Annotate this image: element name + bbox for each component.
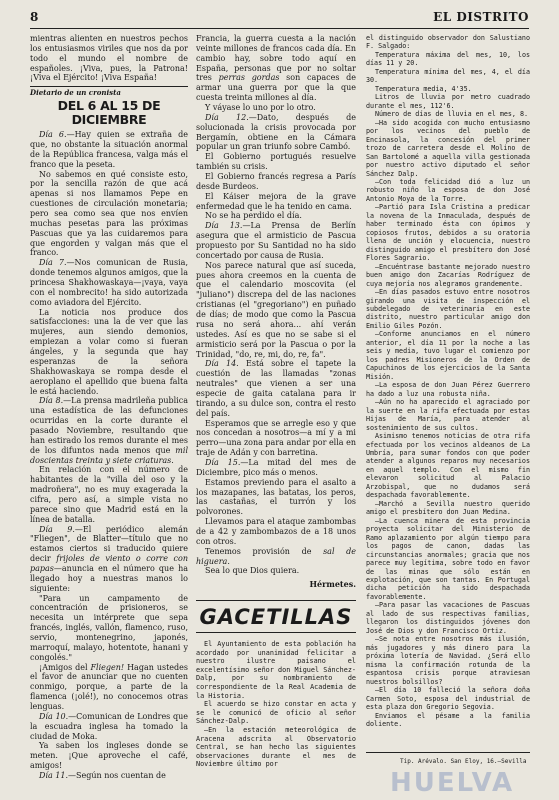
printer-imprint: Tip. Arévalo. San Eloy, 16.—Sevilla <box>400 758 527 765</box>
section-heading: DEL 6 AL 15 DE DICIEMBRE <box>57 98 161 128</box>
paragraph: Día 14. Está sobre el tapete la cuestión de las llamadas "zonas neutrales" que vienen a ser una especie de gaita catalana para ir tirando, a su dulce son, contra el resto del país. <box>196 359 356 418</box>
column-2 <box>196 34 356 590</box>
paragraph: —En la estación meteorológica de Aracena adscrita al Observatorio Central, se han hecho las siguientes observaciones durante el mes de Noviembre último por <box>196 725 356 769</box>
paragraph: Esperamos que se arregle eso y que nos concedan a nosotros—a mí y a mi perro—una zona para andar por ella en traje de Adán y con barretina. <box>196 418 356 458</box>
paragraph: Sea lo que Dios quiera. <box>205 566 300 576</box>
paragraph: —Encuéntrase bastante mejorado nuestro buen amigo don Zacarías Rodríguez de cuya mejoría nos alegramos grandemente. <box>366 262 530 288</box>
paragraph: —Aún no ha aparecido el agraciado por la suerte en la rifa efectuada por estas Hijas de María, para atender al sostenimiento de sus cultos. <box>366 398 530 432</box>
paragraph: Día 6.—Hay quien se extraña de que, no obstante la situación anormal de la República francesa, valga más el franco que la peseta. <box>30 130 189 169</box>
paragraph: Día 13.—La Prensa de Berlín asegura que el armisticio de Pascua propuesto por Su Santidad no ha sido concertado por causa de Rusia. <box>196 221 356 260</box>
library-watermark: HUELVA <box>390 768 515 798</box>
paragraph: ¡Amigos del Fliegen! Hagan ustedes el favor de anunciar que no cuenten conmigo, porque, a parte de la flamenca (¡olé!), no conocemos otras lenguas. <box>30 662 188 711</box>
paragraph: En relación con el número de habitantes de la "villa del oso y la madroñera", no es muy exagerada la cifra, pero así, a simple vista no parece sino que Madrid está en la línea de batalla. <box>30 465 188 524</box>
day-label: Día 9. <box>39 524 75 534</box>
paragraph: —Marchó a Sevilla nuestro querido amigo el presbítero don Juan Medina. <box>366 499 530 517</box>
paragraph: —El día 10 falleció la señora doña Carmen Soto, esposa del industrial de esta plaza don Gregorio Segovia. <box>366 686 530 712</box>
paragraph: El Gobierno portugués resuelve también su crisis. <box>196 152 356 172</box>
paragraph: No se ha perdido el día. <box>205 211 302 221</box>
day-label: Día 6. <box>39 130 67 140</box>
paragraph: Ya saben los ingleses donde se meten. ¡Que aproveche el café, amigos! <box>30 741 188 771</box>
day-label: Día 11. <box>39 771 69 781</box>
paragraph: Tenemos provisión de sal de higuera. <box>196 546 356 566</box>
paragraph: —En días pasados estuvo entre nosotros girando una visita de inspección el subdelegado de veterinaria en este distrito, nuestro particular amigo don Emilio Giles Pozón. <box>366 288 530 330</box>
paragraph: Día 9.—El periódico alemán "Fliegen", de Blatter—título que no estamos ciertos si traducido quiere decir frijoles de viento o corre con papas—anuncia en el número que ha llegado hoy a nuestras manos lo siguiente: <box>30 524 188 593</box>
gacetillas-body <box>196 640 356 769</box>
paragraph: Día 10.—Comunican de Londres que la escuadra inglesa ha tomado la ciudad de Moka. <box>30 711 188 741</box>
gacetillas-rule <box>196 600 356 601</box>
paragraph: El Káiser mejora de la grave enfermedad que le ha tenido en cama. <box>196 191 356 211</box>
paragraph: Día 12.—Dato, después de solucionada la crisis provocada por Bergamín, obtiene en la Cámara popular un gran triunfo sobre Cambó. <box>196 112 356 152</box>
day-label: Día 15. <box>205 457 241 467</box>
paragraph: Estamos previendo para el asalto a los mazapanes, las batatas, los peros, las castañas, el turrón y los polvorones. <box>196 477 356 517</box>
section-rule <box>30 86 188 87</box>
paragraph: Temperatura mínima del mes, 4, el día 30. <box>366 67 530 85</box>
gacetillas-rule <box>196 632 356 633</box>
paragraph: el distinguido observador don Salustiano F. Salgado: <box>366 34 530 51</box>
paragraph: El acuerdo se hizo constar en acta y se le comunicó de oficio al señor Sánchez-Dalp. <box>196 700 356 726</box>
paragraph: La noticia nos produce dos satisfacciones: una la de ver que las mujeres, aun siendo demonios, empiezan a volar como si fueran ángeles, y la segunda que hay esperanzas de la señora Shakhowaskaya se rompa desde el aeroplano el apellido que buena falta le está haciendo. <box>30 307 188 396</box>
paragraph: Llevamos para el ataque zambombas de a 42 y zambombazos de a 18 unos con otros. <box>196 517 356 546</box>
paragraph: "Para un campamento de concentración de prisioneros, se necesita un intérprete que sepa francés, inglés, vallón, flamenco, ruso, servio, montenegrino, japonés, marroquí, malayo, hotentote, hanani y congolés." <box>30 593 188 662</box>
column-3 <box>366 34 530 728</box>
masthead-title: EL DISTRITO <box>433 10 529 24</box>
paragraph: Día 8.—La prensa madrileña publica una estadística de las defunciones ocurridas en la corte durante el pasado Noviembre, resultando que han estirado los remos durante el mes de los difuntos nada menos que mil doscientas treinta y siete criaturas. <box>30 396 188 465</box>
column-1 <box>30 34 188 781</box>
paragraph: Litros de lluvia por metro cuadrado durante el mes, 112'6. <box>366 93 530 110</box>
day-label: Día 7. <box>39 258 67 268</box>
paragraph: El Ayuntamiento de esta población ha acordado por unanimidad felicitar a nuestro ilustre paisano el excelentísimo señor don Miguel Sánchez-Dalp, por su nombramiento de correspondiente de la Real Academia de la Historia. <box>196 640 356 700</box>
paragraph: No sabemos en qué consiste esto, por la sencilla razón de que acá apenas si nos llamamos Pepe en cuestiones de circulación monetaria; pero sea como sea que nos envíen muchas pesetas para las próximas Pascuas que ya las cuidaremos para que engorden y valgan más que el franco. <box>30 169 188 258</box>
paragraph: —La esposa de don Juan Pérez Guerrero ha dado a luz una robusta niña. <box>366 381 530 398</box>
footer-rule <box>366 752 530 753</box>
day-label: Día 10. <box>39 711 69 721</box>
day-label: Día 14. <box>205 359 239 369</box>
paragraph: —Conforme anunciamos en el número anterior, el día 11 por la noche a las seis y media, tuvo lugar el comienzo por los padres Misioneros de la Orden de Capuchinos de los ejercicios de la Santa Misión. <box>366 330 530 381</box>
paragraph: Asimismo tenemos noticias de otra rifa efectuada por los vecinos aldeanos de La Umbría, para sumar fondos con que poder atender a algunos reparos muy necesarios en aquel templo. Con el mismo fin elevaron solicitud al Palacio Arzobispal, que no dudamos será despachada favorablemente. <box>366 432 530 500</box>
paragraph: —Con toda felicidad dió a luz un robusto niño la esposa de don José Antonio Moya de la Torre. <box>366 177 530 203</box>
section-label: Dietario de un cronista <box>30 88 121 98</box>
paragraph: Enviamos el pésame a la familia doliente. <box>366 711 530 728</box>
paragraph: Y váyase lo uno por lo otro. <box>205 103 316 113</box>
paragraph: —Para pasar las vacaciones de Pascuas al lado de sus respectivas familias, llegaron los distinguidos jóvenes don José de Dios y don Francisco Ortiz. <box>366 601 530 635</box>
paragraph: El Gobierno francés regresa a París desde Burdeos. <box>196 172 356 191</box>
paragraph: Número de días de lluvia en el mes, 8. <box>375 110 528 119</box>
intro-paragraph: mientras alienten en nuestros pechos los entusiasmos viriles que nos da por todo el mundo el nombre de españoles. ¡Viva, pues, la Patrona! ¡Viva el Ejército! ¡Viva España! <box>30 34 188 83</box>
day-label: Día 8. <box>39 396 64 406</box>
paragraph: Francia, la guerra cuesta a la nación veinte millones de francos cada día. En cambio hay, sobre todo aquí en España, personas que por no soltar tres perras gordas son capaces de armar una guerra por que la que cuesta treinta millones al día. <box>196 34 356 103</box>
gacetillas-title: GACETILLAS <box>199 605 353 629</box>
paragraph: —La cuenca minera de esta provincia proyecta solicitar del Ministerio de Ramo aplazamiento por algún tiempo para los pagos de canon, dadas las circunstancias anormales; gracia que nos parece muy legítima, sobre todo en favor de las minas que sólo están en explotación, que son tantas. En Portugal dicha petición ha sido despachada favorablemente. <box>366 516 530 601</box>
page-number: 8 <box>30 10 39 24</box>
paragraph: —Partió para Isla Cristina a predicar la novena de la Inmaculada, después de haber terminado ésta con ópimos y copiosos frutos, debidos a su oratoria llena de unción y elocuencia, nuestro distinguido amigo el presbítero don José Flores Sagrario. <box>366 203 530 263</box>
gacetillas-heading-box <box>196 600 356 633</box>
paragraph: Temperatura media, 4'35. <box>375 84 472 93</box>
paragraph: Día 7.—Nos comunican de Rusia, donde tenemos algunos amigos, que la princesa Shakhowaskaya—¡vaya, vaya con el nombrecito! ha sido autorizada como aviadora del Ejército. <box>30 258 188 307</box>
paragraph: Temperatura máxima del mes, 10, los días 11 y 20. <box>366 50 530 68</box>
header-rule <box>30 28 529 29</box>
paragraph: —Se nota entre nosotros más ilusión, más jugadores y más dinero para la próxima lotería de Navidad. ¿Será ello misma la confirmación rotunda de la espantosa crisis porque atraviesan nuestros bolsillos? <box>366 635 530 686</box>
paragraph: Día 15.—La mitad del mes de Diciembre, pico más o menos. <box>196 457 356 477</box>
paragraph: Día 11.—Según nos cuentan de <box>39 771 166 781</box>
author-signature: Hérmetes. <box>309 579 356 590</box>
day-label: Día 12. <box>205 112 249 122</box>
paragraph: —Ha sido acogida con mucho entusiasmo por los vecinos del pueblo de Encinasola, la concesión del primer trozo de carretera desde el Molino de San Bartolomé a aquella villa gestionada por nuestro activo diputado el señor Sánchez Dalp. <box>366 118 530 178</box>
paragraph: Nos parece natural que así suceda, pues ahora creemos en la cuenta de que el calendario moscovita (el "juliano") discrepa del de las naciones cristianas (el "gregoriano") en puñado de días; de modo que como la Pascua rusa no será ahora... ahí verán ustedes. Así es que no se sabe si el armisticio será por la Pascua o por la Trinidad, "do, re, mi, do, re, fa". <box>196 260 356 359</box>
day-label: Día 13. <box>205 221 243 231</box>
